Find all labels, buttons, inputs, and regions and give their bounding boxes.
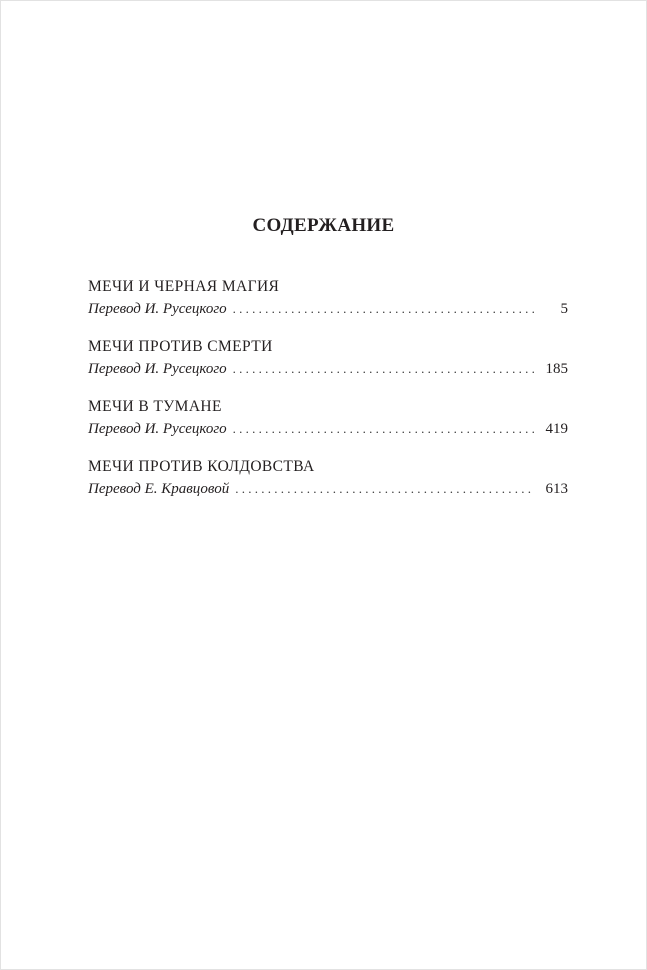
- page-number: 613: [545, 481, 568, 497]
- entry-title: МЕЧИ В ТУМАНЕ: [88, 398, 222, 415]
- toc-entry: [88, 276, 568, 336]
- page-title: СОДЕРЖАНИЕ: [252, 215, 395, 236]
- entry-title: МЕЧИ И ЧЕРНАЯ МАГИЯ: [88, 278, 280, 295]
- dot-leader: [233, 298, 534, 320]
- page-number: 5: [560, 301, 568, 317]
- entry-line: [88, 478, 568, 500]
- entry-line: [88, 298, 568, 320]
- translator-credit: Перевод И. Русецкого: [88, 301, 227, 317]
- entry-title: МЕЧИ ПРОТИВ КОЛДОВСТВА: [88, 458, 315, 475]
- translator-credit: Перевод И. Русецкого: [88, 421, 227, 437]
- translator-credit: Перевод Е. Кравцовой: [88, 481, 230, 497]
- dot-leader: [235, 478, 534, 500]
- translator-credit: Перевод И. Русецкого: [88, 361, 227, 377]
- page-number: 419: [545, 421, 568, 437]
- toc-entry: [88, 396, 568, 456]
- table-of-contents: [88, 276, 568, 516]
- entry-line: [88, 418, 568, 440]
- toc-entry: [88, 456, 568, 516]
- dot-leader: [233, 418, 534, 440]
- entry-line: [88, 358, 568, 380]
- toc-entry: [88, 336, 568, 396]
- entry-title: МЕЧИ ПРОТИВ СМЕРТИ: [88, 338, 273, 355]
- dot-leader: [233, 358, 534, 380]
- page-number: 185: [545, 361, 568, 377]
